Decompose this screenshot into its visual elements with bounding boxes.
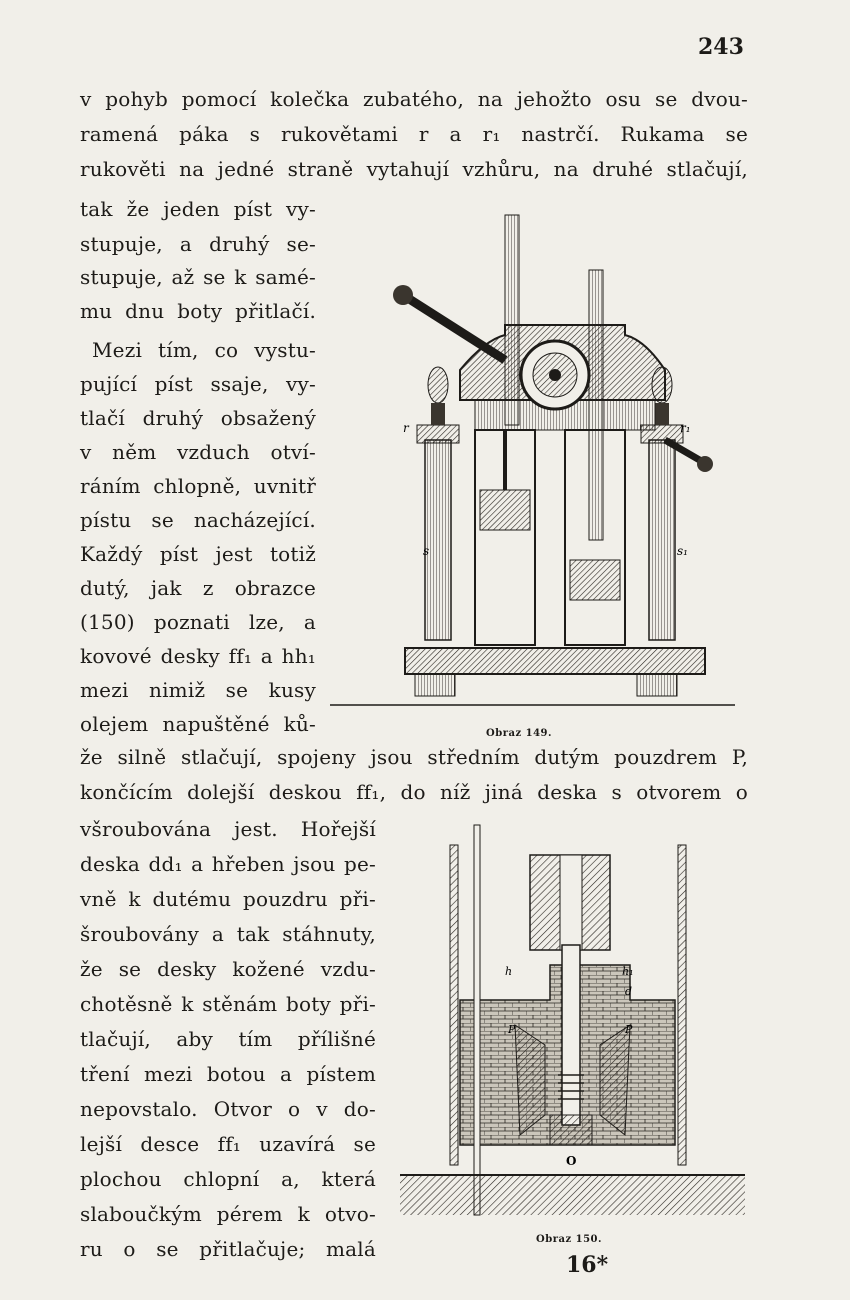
text-line: nepovstalo. Otvor o v do- <box>80 1097 376 1121</box>
page-number: 243 <box>698 34 744 60</box>
figure-149-caption: Obraz 149. <box>486 728 552 739</box>
signature-mark: 16* <box>566 1252 609 1278</box>
text-line: Mezi tím, co vystu- <box>92 338 316 362</box>
fig150-label-P-right: P <box>625 1023 633 1036</box>
text-line: lejší desce ff₁ uzavírá se <box>80 1132 376 1156</box>
text-line: všroubována jest. Hořejší <box>80 817 376 841</box>
text-line: kovové desky ff₁ a hh₁ <box>80 644 316 668</box>
text-line: (150) poznati lze, a <box>80 610 316 634</box>
text-line: slaboučkým pérem k otvo- <box>80 1202 376 1226</box>
figure-150-illustration <box>400 815 745 1230</box>
text-line: pující píst ssaje, vy- <box>80 372 316 396</box>
text-line: tlačí druhý obsažený <box>80 406 316 430</box>
text-line: vně k dutému pouzdru při- <box>80 887 376 911</box>
text-line: ru o se přitlačuje; malá <box>80 1237 376 1261</box>
text-line: stupuje, a druhý se- <box>80 232 316 256</box>
text-line: chotěsně k stěnám boty při- <box>80 992 376 1016</box>
text-line: končícím dolejší deskou ff₁, do níž jiná deska s otvorem o <box>80 780 748 804</box>
text-line: tlačují, aby tím přílišné <box>80 1027 376 1051</box>
fig149-label-s: s <box>423 544 430 558</box>
text-line: rukověti na jedné straně vytahují vzhůru, na druhé stlačují, <box>80 157 748 181</box>
text-line: deska dd₁ a hřeben jsou pe- <box>80 852 376 876</box>
fig149-label-s1: s₁ <box>677 544 688 558</box>
fig149-label-r: r <box>403 421 409 435</box>
text-line: pístu se nacházející. <box>80 508 316 532</box>
fig150-label-P-left: P <box>508 1023 516 1036</box>
text-line: stupuje, až se k samé- <box>80 265 316 289</box>
fig150-label-d: d <box>625 985 633 998</box>
text-line: že se desky kožené vzdu- <box>80 957 376 981</box>
text-line: šroubovány a tak stáhnuty, <box>80 922 376 946</box>
text-line: v něm vzduch otví- <box>80 440 316 464</box>
figure-150-caption: Obraz 150. <box>536 1234 602 1245</box>
text-line: plochou chlopní a, která <box>80 1167 376 1191</box>
fig150-label-h: h <box>505 965 513 978</box>
text-line: dutý, jak z obrazce <box>80 576 316 600</box>
text-line: ráním chlopně, uvnitř <box>80 474 316 498</box>
text-line: tak že jeden píst vy- <box>80 197 316 221</box>
text-line: že silně stlačují, spojeny jsou středním dutým pouzdrem P, <box>80 745 748 769</box>
text-line: Každý píst jest totiž <box>80 542 316 566</box>
fig150-label-h1: h₁ <box>622 965 634 978</box>
text-line: mezi nimiž se kusy <box>80 678 316 702</box>
fig149-label-r1: r₁ <box>680 421 691 435</box>
figure-149-illustration <box>325 200 740 710</box>
fig150-label-o: O <box>566 1154 577 1168</box>
text-line: ramená páka s rukovětami r a r₁ nastrčí. Rukama se <box>80 122 748 146</box>
text-line: olejem napuštěné ků- <box>80 712 316 736</box>
text-line: tření mezi botou a pístem <box>80 1062 376 1086</box>
text-line: mu dnu boty přitlačí. <box>80 299 316 323</box>
text-line: v pohyb pomocí kolečka zubatého, na jehožto osu se dvou- <box>80 87 748 111</box>
